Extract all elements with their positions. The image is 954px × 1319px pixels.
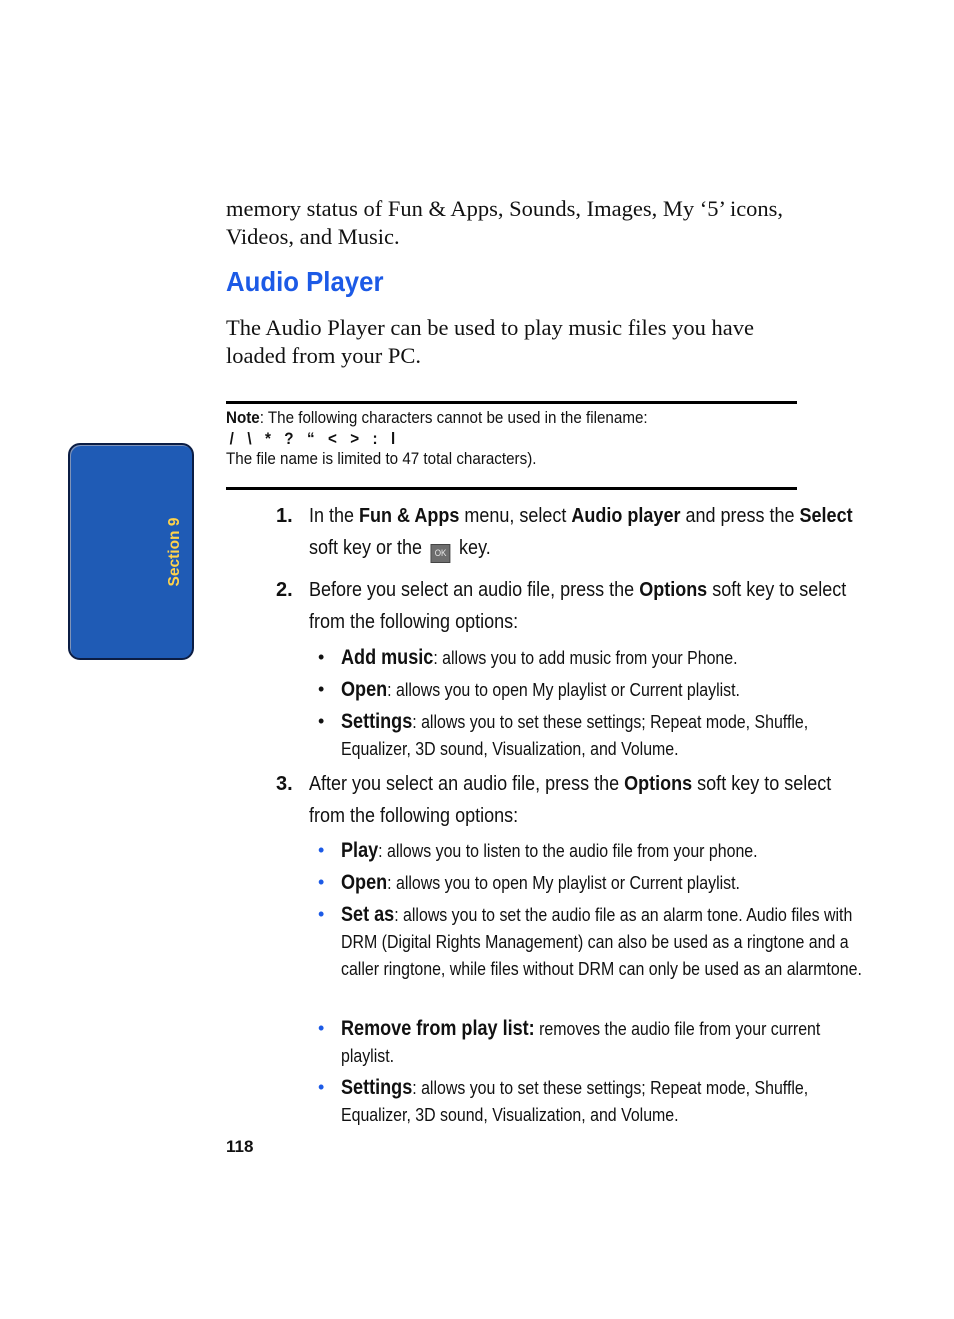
- intro-paragraph: memory status of Fun & Apps, Sounds, Images, My ‘5’ icons, Videos, and Music.: [226, 196, 784, 249]
- bullet-icon: •: [318, 1018, 325, 1038]
- list-item: • Open: allows you to open My playlist or Current playlist.: [318, 871, 740, 894]
- bullet-icon: •: [318, 711, 325, 731]
- list-item: • Settings: allows you to set these settings; Repeat mode, Shuffle, Equalizer, 3D sound, Visualization, and Volume.: [318, 710, 809, 759]
- bullet-icon: •: [318, 1077, 325, 1097]
- note-limit: The file name is limited to 47 total characters).: [226, 450, 537, 468]
- step-text: Before you select an audio file, press the Options soft key to select from the following options:: [309, 579, 847, 633]
- note-line: [226, 408, 751, 429]
- step-3: [276, 768, 832, 832]
- ok-key-icon: OK: [431, 544, 451, 563]
- list-item: • Set as: allows you to set the audio file as an alarm tone. Audio files with DRM (Digital Rights Management) can also be used as a ringtone and a caller ringtone, while files without DRM can only be used as an alarmtone.: [318, 903, 862, 979]
- bullet-icon: •: [318, 872, 325, 892]
- bullet-icon: •: [318, 679, 325, 699]
- page-number: 118: [226, 1137, 254, 1156]
- note-box: [226, 408, 797, 470]
- list-item: • Play: allows you to listen to the audio file from your phone.: [318, 839, 758, 862]
- bullet-icon: •: [318, 647, 325, 667]
- step-number: 3.: [276, 773, 293, 795]
- note-label: Note: [226, 409, 260, 427]
- note-top-rule: [226, 401, 797, 404]
- step-2: [276, 574, 847, 638]
- note-text: : The following characters cannot be used in the filename:: [259, 409, 648, 427]
- bullet-icon: •: [318, 840, 325, 860]
- step-1: [276, 500, 853, 564]
- body-paragraph: The Audio Player can be used to play music files you have loaded from your PC.: [226, 315, 754, 368]
- section-heading: Audio Player: [226, 266, 384, 297]
- bullet-icon: •: [318, 904, 325, 924]
- step-number: 1.: [276, 505, 293, 527]
- step-text: After you select an audio file, press the Options soft key to select from the following options:: [309, 773, 832, 827]
- step-number: 2.: [276, 579, 293, 601]
- list-item: • Open: allows you to open My playlist or Current playlist.: [318, 678, 740, 701]
- note-bottom-rule: [226, 487, 797, 490]
- list-item: • Remove from play list: removes the audio file from your current playlist.: [318, 1017, 821, 1066]
- note-forbidden-chars: / \ * ? “ < > : l: [229, 429, 400, 448]
- list-item: • Add music: allows you to add music from your Phone.: [318, 646, 738, 669]
- step-text: In the Fun & Apps menu, select Audio player and press the Select soft key or the OK key.: [309, 500, 872, 564]
- section-tab-label: Section 9: [166, 517, 183, 587]
- list-item: • Settings: allows you to set these settings; Repeat mode, Shuffle, Equalizer, 3D sound, Visualization, and Volume.: [318, 1076, 809, 1125]
